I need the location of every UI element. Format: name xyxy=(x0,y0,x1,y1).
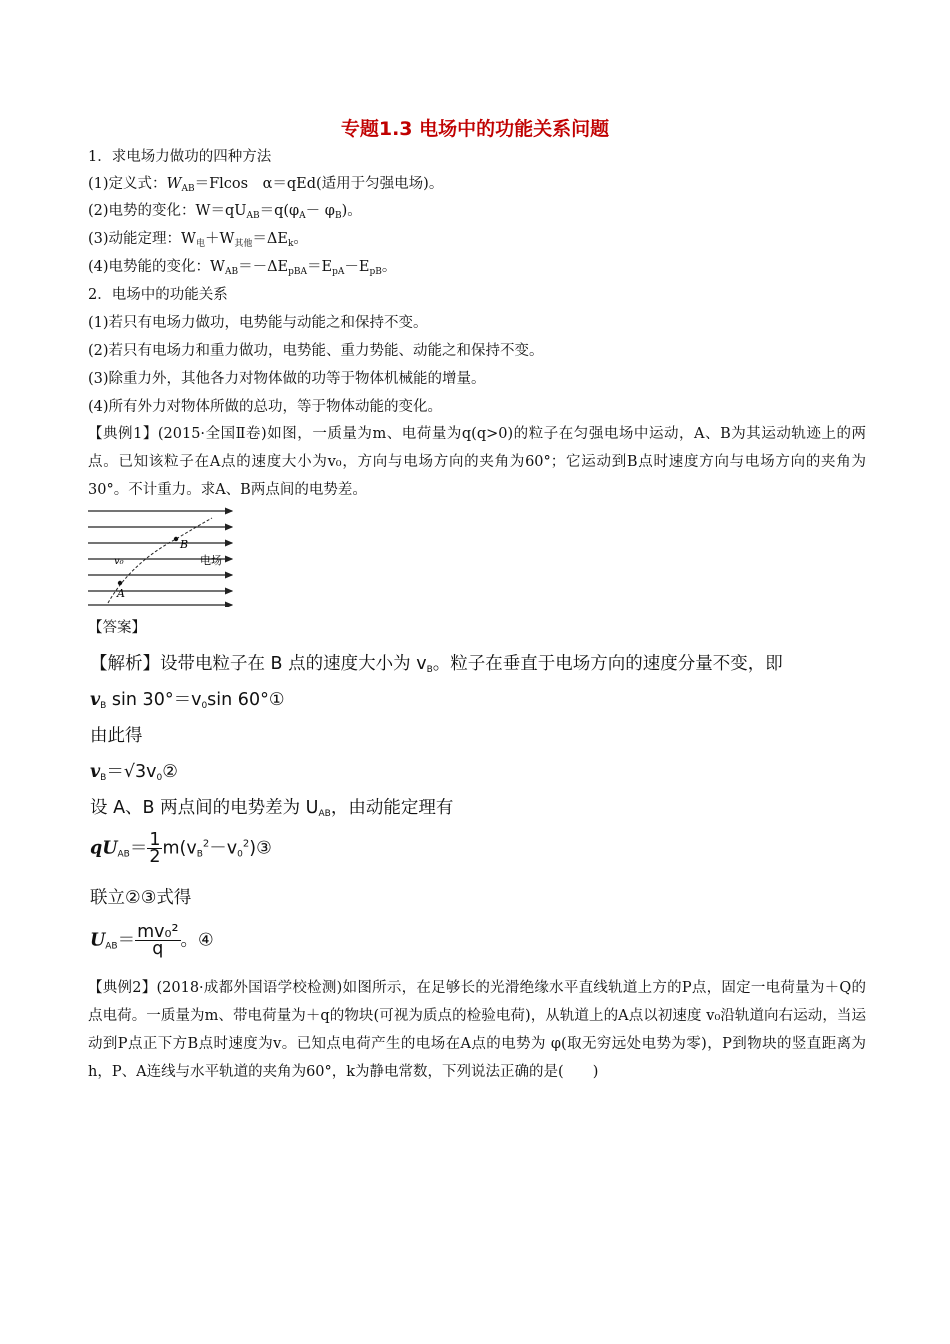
relation-item: (1)若只有电场力做功，电势能与动能之和保持不变。 xyxy=(88,315,428,331)
section1-heading: 1．求电场力做功的四种方法 xyxy=(88,149,272,165)
fraction-half: $\frac{1}{2}$ xyxy=(149,830,161,867)
method-potential-energy: (4)电势能的变化：$W_{AB}=-\Delta E_{pBA}=E_{pA}-E_{pB}$。 xyxy=(88,259,397,277)
solution-line-5: 设 A、B 两点间的电势差为 $U_{AB}$，由动能定理有 xyxy=(90,798,454,819)
label-b: B xyxy=(180,538,189,551)
point-a-dot xyxy=(118,581,122,585)
solution-line-4: $v_B=√3v_0②$ xyxy=(90,762,178,783)
fraction-result: $\frac{\text{mv₀²}}{q}$ xyxy=(137,922,179,959)
solution-line-1: 【解析】设带电粒子在 B 点的速度大小为 $v_B$。粒子在垂直于电场方向的速度分量不变，即 xyxy=(90,654,783,675)
solution-line-3: 由此得 xyxy=(90,726,143,746)
relation-item: (3)除重力外，其他各力对物体做的功等于物体机械能的增量。 xyxy=(88,371,486,387)
method-kinetic-theorem: (3)动能定理：$W_电+W_{其他}=\Delta E_k$。 xyxy=(88,231,308,249)
label-a: A xyxy=(117,587,125,600)
label-field: 电场 xyxy=(200,554,222,567)
solution-line-8: $U_{AB}=$ $\frac{\text{mv₀²}}{q}$ 。④ xyxy=(90,922,214,959)
relation-item: (4)所有外力对物体所做的总功，等于物体动能的变化。 xyxy=(88,399,443,415)
example1-text: 【典例1】(2015·全国Ⅱ卷)如图，一质量为m、电荷量为q(q>0)的粒子在匀强电场中运动，A、B为其运动轨迹上的两点。已知该粒子在A点的速度大小为v₀，方向与电场方向的夹角为60°；它运动到B点时速度方向与电场方向的夹角为30°。不计重力。求A、B两点间的电势差。 xyxy=(88,426,866,498)
method-definition: (1)定义式：$W_{AB}=Flcos$ α＝qEd(适用于匀强电场)。 xyxy=(88,176,444,194)
section2-heading: 2．电场中的功能关系 xyxy=(88,287,228,303)
relation-item: (2)若只有电场力和重力做功，电势能、重力势能、动能之和保持不变。 xyxy=(88,343,544,359)
solution-line-6: $qU_{AB}=$ $\frac{1}{2}$ $m(v_B^2-v_0^2)③$ xyxy=(90,830,272,867)
solution-line-7: 联立②③式得 xyxy=(90,888,192,908)
point-b-dot xyxy=(174,537,178,541)
electric-field-figure xyxy=(86,505,236,607)
label-v0: v₀ xyxy=(114,556,124,567)
page-title: 专题1.3 电场中的功能关系问题 xyxy=(340,118,610,140)
example2-text: 【典例2】(2018·成都外国语学校检测)如图所示，在足够长的光滑绝缘水平直线轨道上方的P点，固定一电荷量为＋Q的点电荷。一质量为m、带电荷量为＋q的物块(可视为质点的检验电荷)，从轨道上的A点以初速度 v₀沿轨道向右运动，当运动到P点正下方B点时速度为v。已知点电荷产生的电场在A点的电势为 φ(取无穷远处电势为零)，P到物块的竖直距离为h，P、A连线与水平轨道的夹角为60°，k为静电常数，下列说法正确的是( ) xyxy=(88,980,866,1080)
method-potential: (2)电势的变化：$W=qU_{AB}=q(\varphi_A- \varphi_B)$。 xyxy=(88,203,362,221)
solution-line-2: $v_B$ $\sin 30^\circ=v_0\sin$ 60°① xyxy=(90,690,285,711)
answer-label: 【答案】 xyxy=(88,620,146,636)
